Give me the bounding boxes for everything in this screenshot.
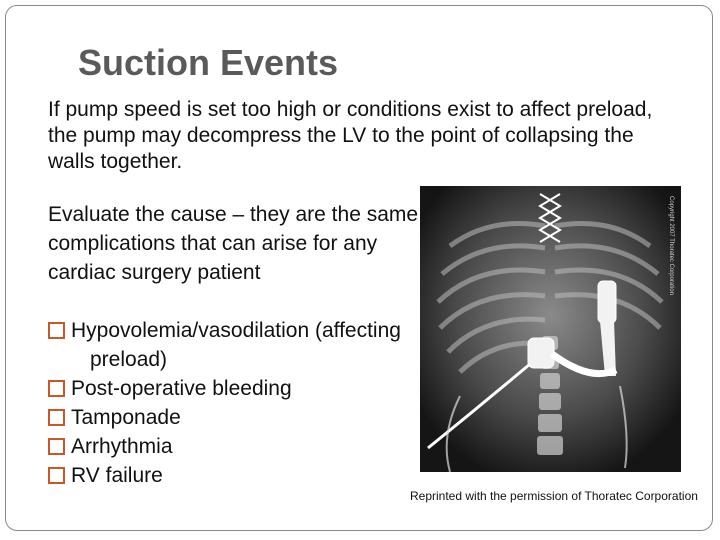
slide-title: Suction Events — [78, 42, 339, 83]
list-item: Tamponade — [48, 403, 438, 432]
xray-image — [420, 186, 681, 472]
bullet-box-icon — [48, 438, 65, 455]
image-watermark: Copyright 2007 Thoratec Corporation — [668, 196, 674, 295]
list-item: RV failure — [48, 461, 438, 490]
bullet-box-icon — [48, 380, 65, 397]
intro-paragraph: If pump speed is set too high or conditions exist to affect preload, the pump may decompress the LV to the point of collapsing the walls together. — [48, 98, 653, 173]
xray-illustration — [420, 186, 681, 472]
list-item-continuation: preload) — [90, 348, 168, 371]
bullet-box-icon — [48, 467, 65, 484]
evaluate-paragraph: Evaluate the cause – they are the same complications that can arise for any cardiac surgery patient — [48, 203, 419, 284]
list-item: Arrhythmia — [48, 432, 438, 461]
image-caption: Reprinted with the permission of Thoratec Corporation — [410, 489, 698, 503]
bullet-box-icon — [48, 322, 65, 339]
list-item: Hypovolemia/vasodilation (affecting — [48, 316, 438, 345]
causes-list — [48, 316, 438, 490]
list-item: Post-operative bleeding — [48, 374, 438, 403]
bullet-box-icon — [48, 409, 65, 426]
